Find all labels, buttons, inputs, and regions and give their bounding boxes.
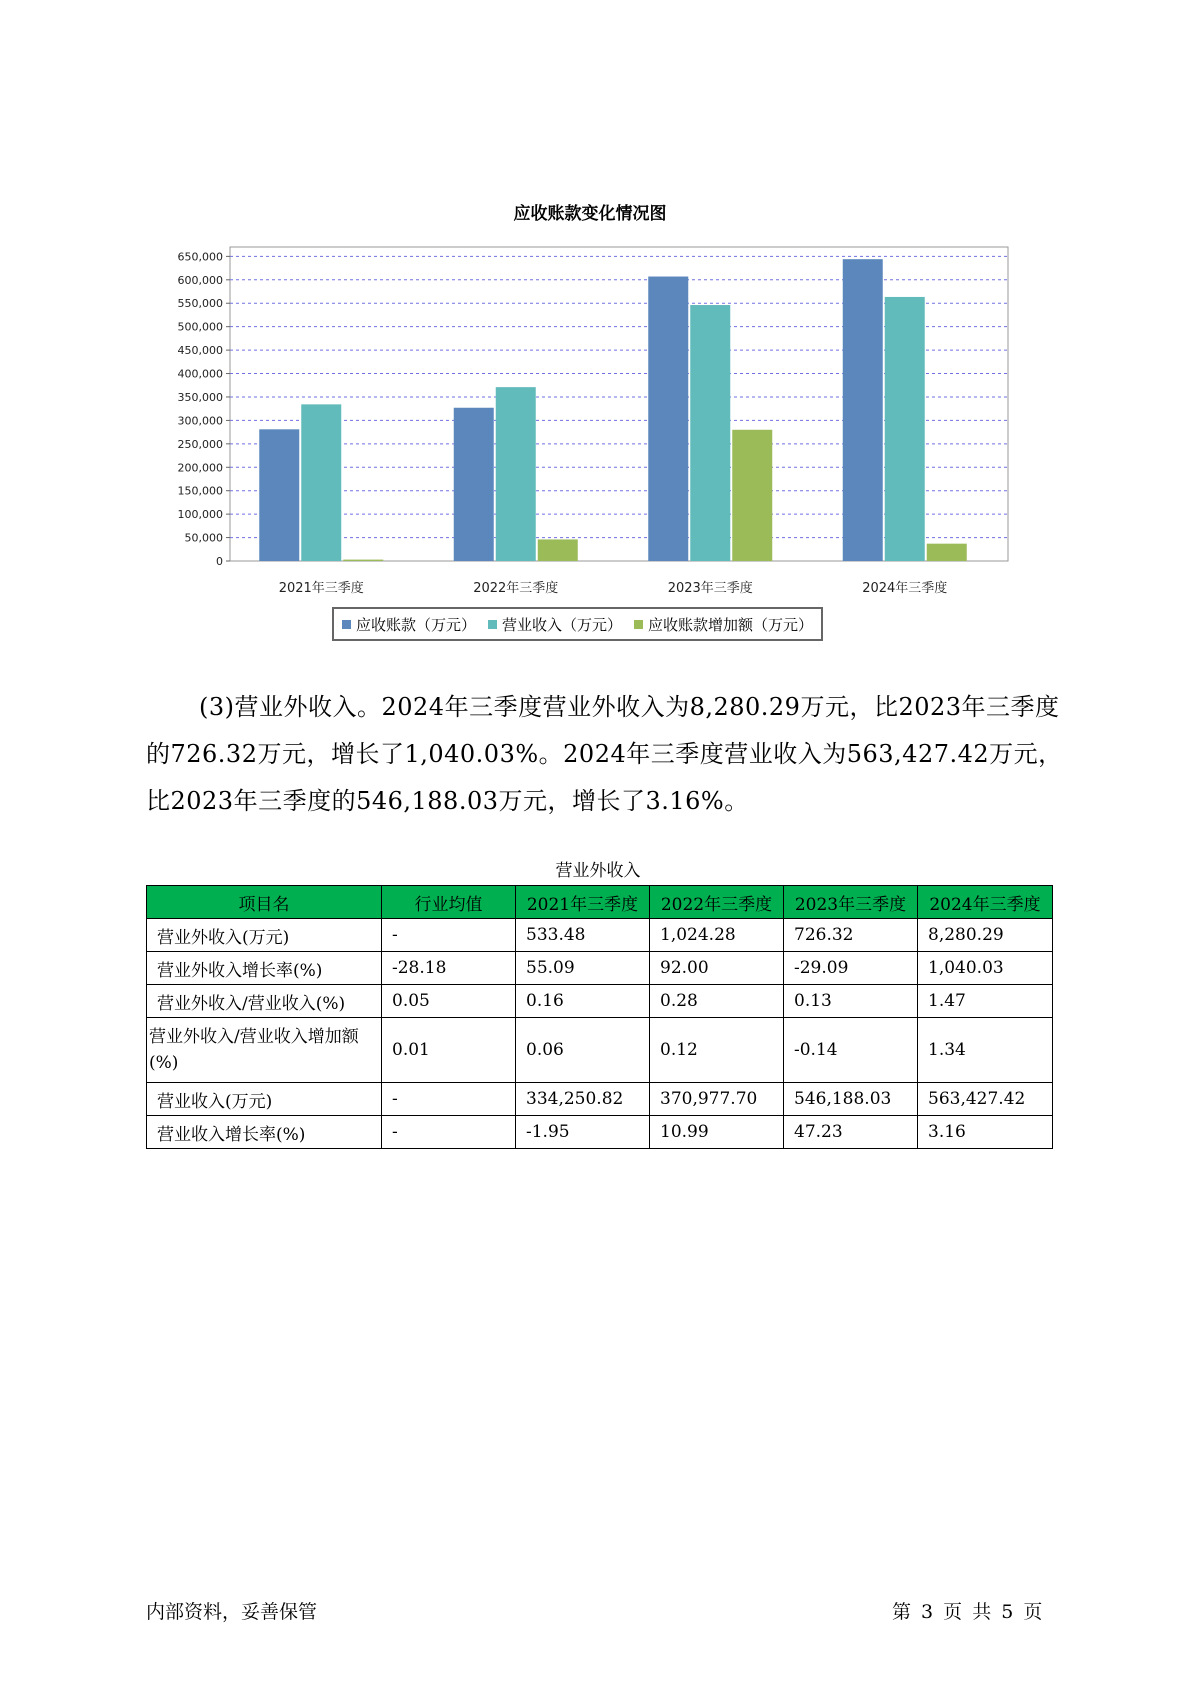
bar — [885, 297, 925, 561]
y-tick-label: 300,000 — [177, 414, 223, 428]
y-tick-label: 400,000 — [177, 367, 223, 381]
header-cell: 2024年三季度 — [918, 886, 1053, 919]
table-cell: 营业收入增长率(%) — [147, 1116, 382, 1149]
legend-swatch — [488, 620, 497, 629]
x-tick-label: 2021年三季度 — [278, 581, 364, 596]
bar — [301, 404, 341, 561]
table-cell: 1.34 — [918, 1018, 1053, 1083]
legend-label: 营业收入（万元） — [502, 615, 623, 634]
table-cell: 370,977.70 — [650, 1083, 784, 1116]
y-tick-label: 600,000 — [177, 273, 223, 287]
table-cell: 营业外收入增长率(%) — [147, 952, 382, 985]
table-cell: 10.99 — [650, 1116, 784, 1149]
x-tick-label: 2022年三季度 — [473, 581, 559, 596]
y-tick-label: 550,000 — [177, 297, 223, 311]
chart-legend — [332, 607, 823, 641]
table-caption: 营业外收入 — [555, 861, 641, 881]
table-cell: - — [382, 919, 516, 952]
header-cell: 2022年三季度 — [650, 886, 784, 919]
legend-item — [488, 614, 622, 635]
table-cell: - — [382, 1116, 516, 1149]
table-cell: 0.12 — [650, 1018, 784, 1083]
bar — [690, 305, 730, 561]
y-tick-label: 450,000 — [177, 344, 223, 358]
table-row — [147, 919, 1053, 952]
table-cell: 1,040.03 — [918, 952, 1053, 985]
x-tick-label: 2024年三季度 — [862, 581, 948, 596]
y-tick-label: 650,000 — [177, 250, 223, 264]
table-row — [147, 952, 1053, 985]
bar — [538, 539, 578, 561]
y-tick-label: 350,000 — [177, 390, 223, 404]
footer-page-number: 第 3 页 共 5 页 — [892, 1601, 1043, 1623]
table-cell: 0.13 — [784, 985, 918, 1018]
table-cell: 0.16 — [516, 985, 650, 1018]
table-row — [147, 1018, 1053, 1083]
table-cell: 0.06 — [516, 1018, 650, 1083]
table-cell: 55.09 — [516, 952, 650, 985]
table-cell: -29.09 — [784, 952, 918, 985]
legend-label: 应收账款增加额（万元） — [648, 615, 814, 634]
chart-plot — [150, 195, 1030, 607]
table-cell: - — [382, 1083, 516, 1116]
table-cell: 8,280.29 — [918, 919, 1053, 952]
legend-item — [634, 614, 813, 635]
bar — [454, 408, 494, 561]
table-cell: 1,024.28 — [650, 919, 784, 952]
bar — [496, 387, 536, 561]
receivables-chart — [150, 195, 1030, 655]
header-cell: 行业均值 — [382, 886, 516, 919]
bar — [648, 277, 688, 561]
table-cell: 0.28 — [650, 985, 784, 1018]
table-cell: 1.47 — [918, 985, 1053, 1018]
table-cell: 563,427.42 — [918, 1083, 1053, 1116]
table-cell: 0.05 — [382, 985, 516, 1018]
header-cell: 2021年三季度 — [516, 886, 650, 919]
y-tick-label: 150,000 — [177, 484, 223, 498]
table-cell: 营业外收入/营业收入增加额(%) — [147, 1018, 382, 1083]
table-header-row — [147, 886, 1053, 919]
table-row — [147, 985, 1053, 1018]
y-tick-label: 500,000 — [177, 320, 223, 334]
table-cell: 726.32 — [784, 919, 918, 952]
legend-item — [342, 614, 476, 635]
y-tick-label: 250,000 — [177, 437, 223, 451]
y-tick-label: 0 — [216, 555, 223, 568]
y-tick-label: 200,000 — [177, 461, 223, 475]
body-paragraph: (3)营业外收入。2024年三季度营业外收入为8,280.29万元，比2023年三季度的726.32万元，增长了1,040.03%。2024年三季度营业收入为563,427.42万元，比2023年三季度的546,188.03万元，增长了3.16%。 — [146, 693, 1063, 815]
bar — [259, 429, 299, 561]
table-cell: 546,188.03 — [784, 1083, 918, 1116]
bar — [343, 560, 383, 561]
table-cell: 533.48 — [516, 919, 650, 952]
table-row — [147, 1083, 1053, 1116]
table-cell: 3.16 — [918, 1116, 1053, 1149]
table-cell: 营业外收入/营业收入(%) — [147, 985, 382, 1018]
x-tick-label: 2023年三季度 — [667, 581, 753, 596]
legend-swatch — [342, 620, 351, 629]
chart-title: 应收账款变化情况图 — [513, 204, 667, 224]
table-cell: 334,250.82 — [516, 1083, 650, 1116]
table-cell: 营业收入(万元) — [147, 1083, 382, 1116]
table-row — [147, 1116, 1053, 1149]
table-cell: -0.14 — [784, 1018, 918, 1083]
legend-label: 应收账款（万元） — [356, 615, 477, 634]
table-cell: -28.18 — [382, 952, 516, 985]
non-operating-income-table — [146, 885, 1053, 1149]
header-cell: 2023年三季度 — [784, 886, 918, 919]
footer-confidential: 内部资料，妥善保管 — [146, 1601, 318, 1623]
y-tick-label: 50,000 — [184, 531, 223, 545]
table-cell: 营业外收入(万元) — [147, 919, 382, 952]
table-cell: 92.00 — [650, 952, 784, 985]
y-tick-label: 100,000 — [177, 508, 223, 522]
legend-swatch — [634, 620, 643, 629]
table-cell: -1.95 — [516, 1116, 650, 1149]
header-cell: 项目名 — [147, 886, 382, 919]
bar — [732, 430, 772, 561]
table-cell: 47.23 — [784, 1116, 918, 1149]
table-cell: 0.01 — [382, 1018, 516, 1083]
bar — [843, 259, 883, 561]
bar — [927, 544, 967, 561]
